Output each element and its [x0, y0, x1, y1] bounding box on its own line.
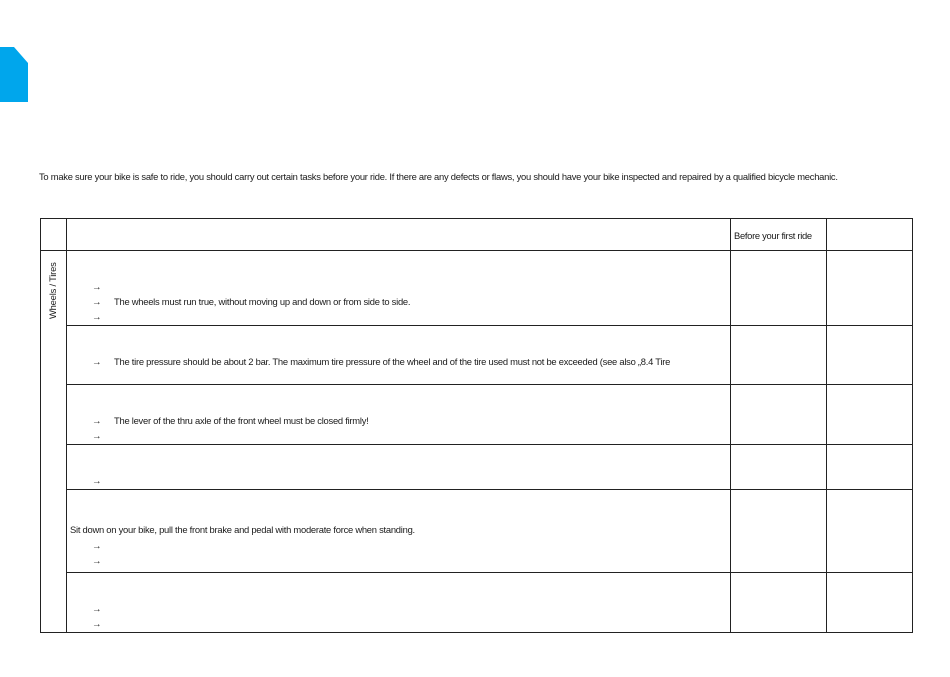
arrow-right-icon: → — [92, 604, 102, 615]
arrow-right-icon: → — [92, 297, 102, 308]
check-cell-first-ride — [731, 490, 827, 573]
table-row — [41, 385, 913, 445]
checklist-text: Sit down on your bike, pull the front brake and pedal with moderate force when standing. — [70, 524, 415, 535]
checklist-line — [67, 296, 410, 308]
table-row — [41, 326, 913, 385]
header-cell-before-every-ride — [827, 219, 913, 251]
checklist-line — [67, 524, 415, 536]
check-cell-first-ride — [731, 445, 827, 490]
pre-ride-checklist-table — [40, 218, 913, 633]
arrow-right-icon: → — [92, 556, 102, 567]
row-content — [67, 573, 731, 633]
check-cell-every-ride — [827, 385, 913, 445]
arrow-right-icon: → — [92, 312, 102, 323]
checklist-line — [67, 555, 114, 567]
category-label: Wheels / Tires — [47, 262, 58, 319]
check-cell-every-ride — [827, 326, 913, 385]
arrow-right-icon: → — [92, 416, 102, 427]
check-cell-first-ride — [731, 573, 827, 633]
table-row — [41, 490, 913, 573]
checklist-line — [67, 603, 114, 615]
arrow-right-icon: → — [92, 282, 102, 293]
table-row — [41, 251, 913, 326]
check-cell-first-ride — [731, 385, 827, 445]
arrow-right-icon: → — [92, 619, 102, 630]
checklist-line — [67, 356, 670, 368]
header-cell-task — [67, 219, 731, 251]
arrow-right-icon: → — [92, 431, 102, 442]
table-row — [41, 445, 913, 490]
checklist-text: The lever of the thru axle of the front wheel must be closed firmly! — [114, 415, 369, 426]
header-first-ride-label: Before your first ride — [734, 230, 812, 241]
check-cell-first-ride — [731, 251, 827, 326]
row-content — [67, 326, 731, 385]
checklist-line — [67, 311, 114, 323]
section-tab-marker — [0, 47, 28, 102]
table-header-row — [41, 219, 913, 251]
category-cell — [41, 251, 67, 633]
checklist-line — [67, 415, 368, 427]
arrow-right-icon: → — [92, 476, 102, 487]
arrow-right-icon: → — [92, 541, 102, 552]
check-cell-every-ride — [827, 445, 913, 490]
check-cell-every-ride — [827, 573, 913, 633]
table-row — [41, 573, 913, 633]
checklist-text: The tire pressure should be about 2 bar. The maximum tire pressure of the wheel and of the tire used must not be exceeded (see also „8.4 Tire — [114, 356, 671, 367]
checklist-line — [67, 540, 114, 552]
check-cell-every-ride — [827, 490, 913, 573]
checklist-text: The wheels must run true, without moving up and down or from side to side. — [114, 296, 411, 307]
row-content — [67, 251, 731, 326]
checklist-line — [67, 475, 114, 487]
header-cell-category — [41, 219, 67, 251]
intro-paragraph: To make sure your bike is safe to ride, you should carry out certain tasks before your ride. If there are any defects or flaws, you should have your bike inspected and repaired by a qualified bicycle mechanic. — [39, 171, 838, 182]
check-cell-first-ride — [731, 326, 827, 385]
checklist-line — [67, 618, 114, 630]
checklist-line — [67, 430, 114, 442]
checklist-line — [67, 281, 114, 293]
row-content — [67, 385, 731, 445]
check-cell-every-ride — [827, 251, 913, 326]
arrow-right-icon: → — [92, 357, 102, 368]
row-content — [67, 445, 731, 490]
row-content — [67, 490, 731, 573]
header-cell-first-ride — [731, 219, 827, 251]
